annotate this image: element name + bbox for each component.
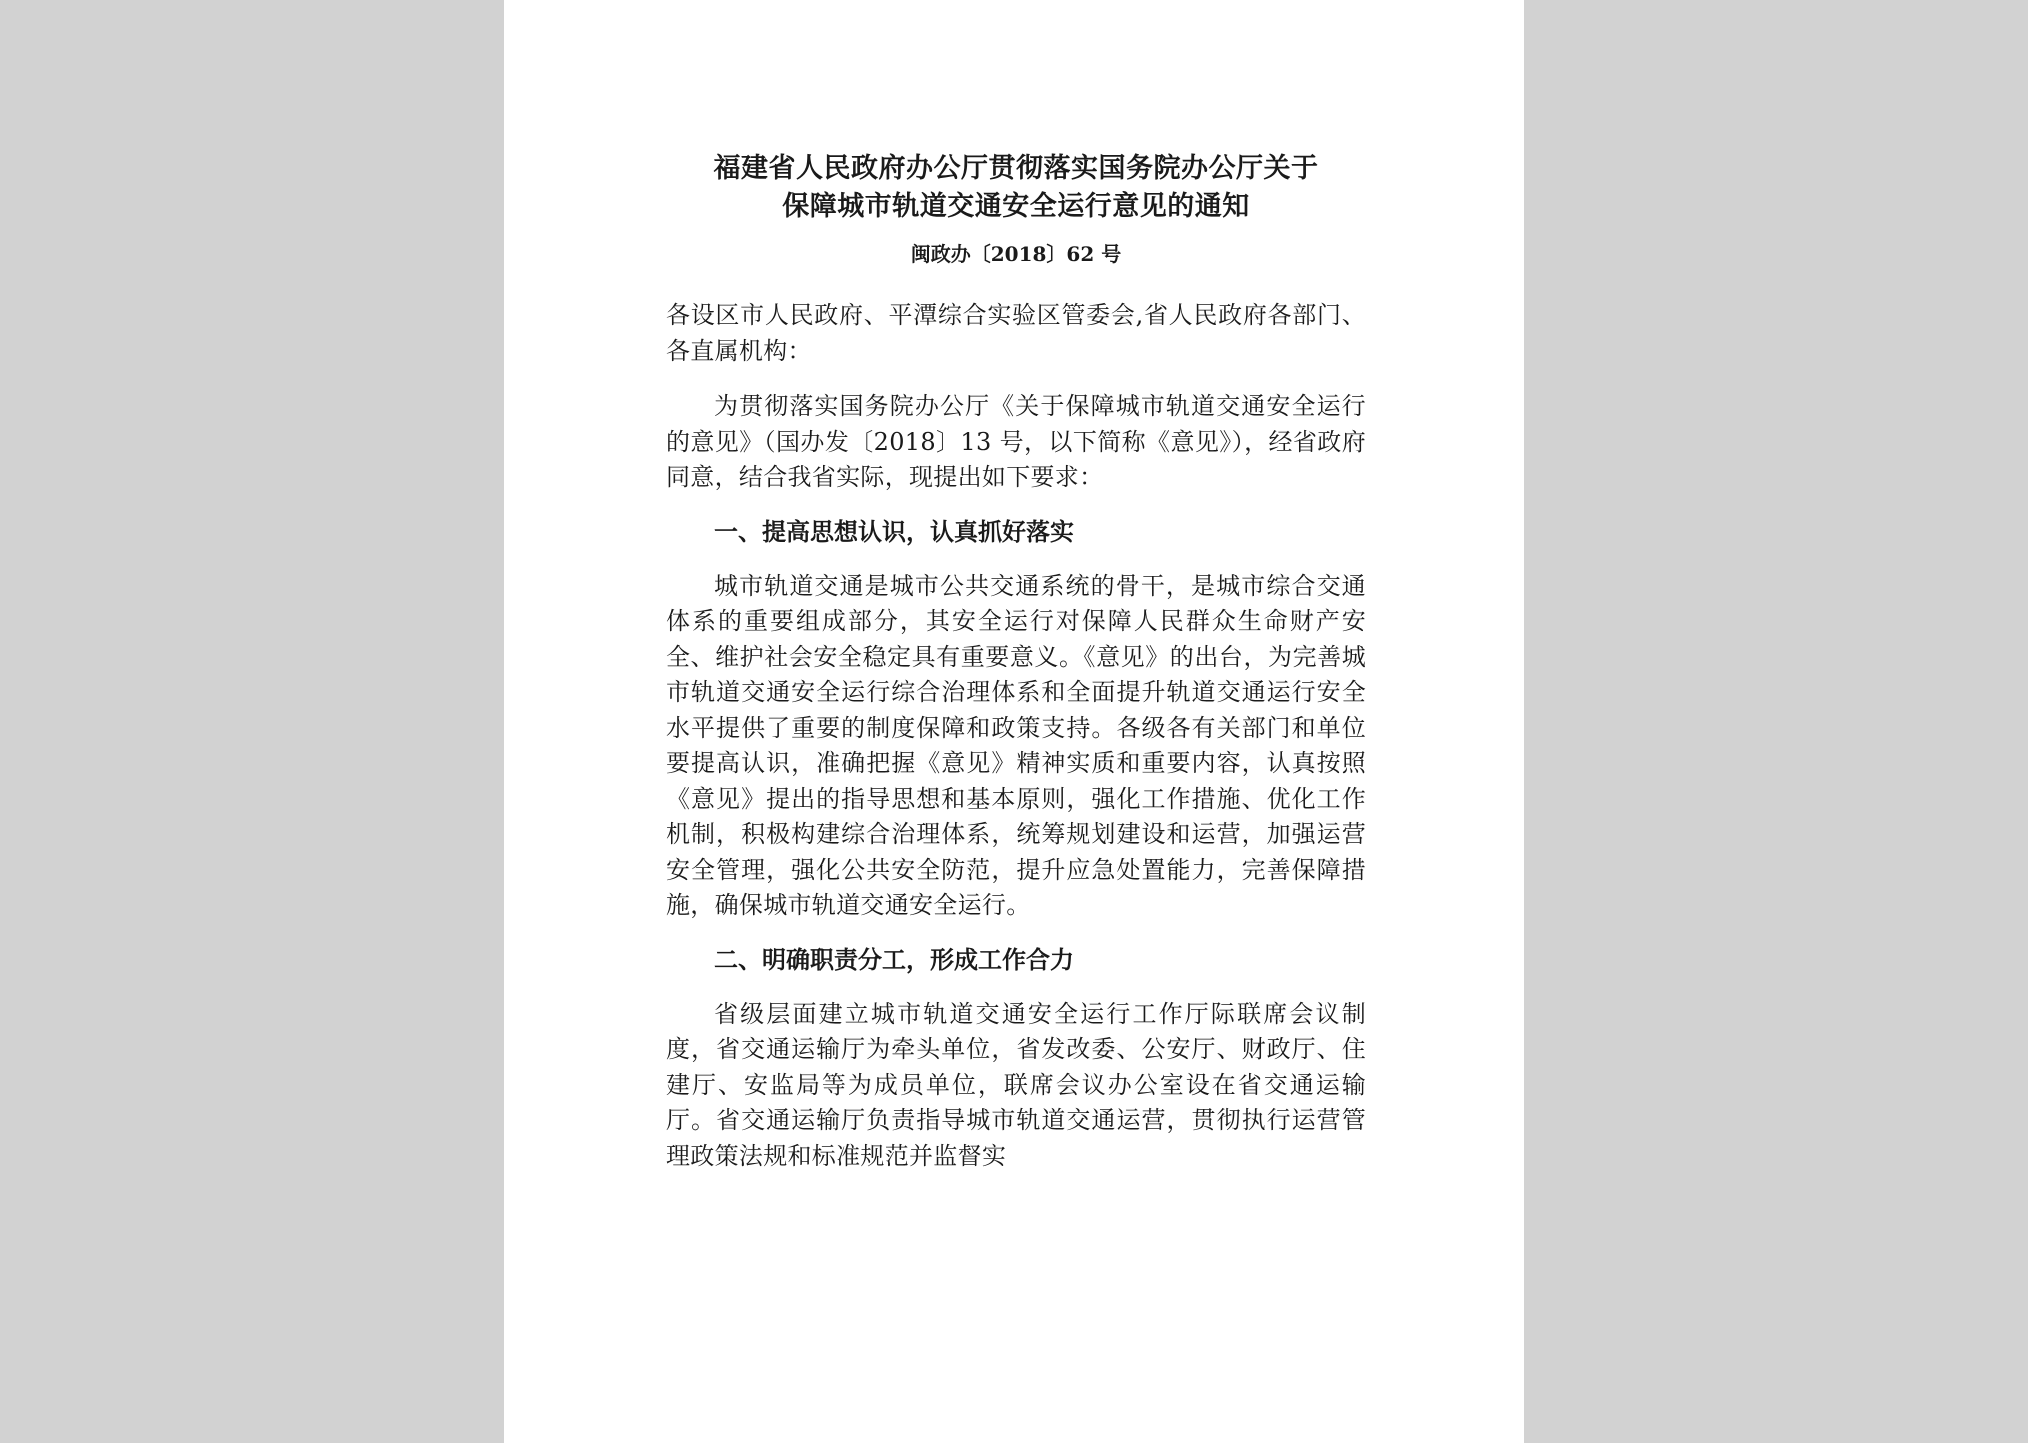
document-number: 闽政办〔2018〕62 号 (910, 242, 1122, 266)
title-line-2: 保障城市轨道交通安全运行意见的通知 (782, 191, 1250, 222)
section-2-heading: 二、明确职责分工，形成工作合力 (714, 944, 1074, 974)
intro-paragraph: 为贯彻落实国务院办公厅《关于保障城市轨道交通安全运行的意见》（国办发〔2018〕13 号，以下简称《意见》），经省政府同意，结合我省实际，现提出如下要求： (666, 392, 1366, 491)
page-content (666, 150, 1366, 1174)
title-line-1: 福建省人民政府办公厅贯彻落实国务院办公厅关于 (713, 153, 1319, 184)
section-1-paragraph: 城市轨道交通是城市公共交通系统的骨干，是城市综合交通体系的重要组成部分，其安全运行对保障人民群众生命财产安全、维护社会安全稳定具有重要意义。《意见》的出台，为完善城市轨道交通安全运行综合治理体系和全面提升轨道交通运行安全水平提供了重要的制度保障和政策支持。各级各有关部门和单位要提高认识，准确把握《意见》精神实质和重要内容，认真按照《意见》提出的指导思想和基本原则，强化工作措施、优化工作机制，积极构建综合治理体系，统筹规划建设和运营，加强运营安全管理，强化公共安全防范，提升应急处置能力，完善保障措施，确保城市轨道交通安全运行。 (666, 571, 1366, 919)
section-2-paragraph: 省级层面建立城市轨道交通安全运行工作厅际联席会议制度，省交通运输厅为牵头单位，省发改委、公安厅、财政厅、住建厅、安监局等为成员单位，联席会议办公室设在省交通运输厅。省交通运输厅负责指导城市轨道交通运营，贯彻执行运营管理政策法规和标准规范并监督实 (666, 999, 1366, 1170)
document-title (666, 150, 1366, 226)
document-page (504, 0, 1524, 1443)
section-1-heading: 一、提高思想认识，认真抓好落实 (714, 516, 1074, 546)
salutation: 各设区市人民政府、平潭综合实验区管委会,省人民政府各部门、各直属机构： (666, 301, 1366, 365)
